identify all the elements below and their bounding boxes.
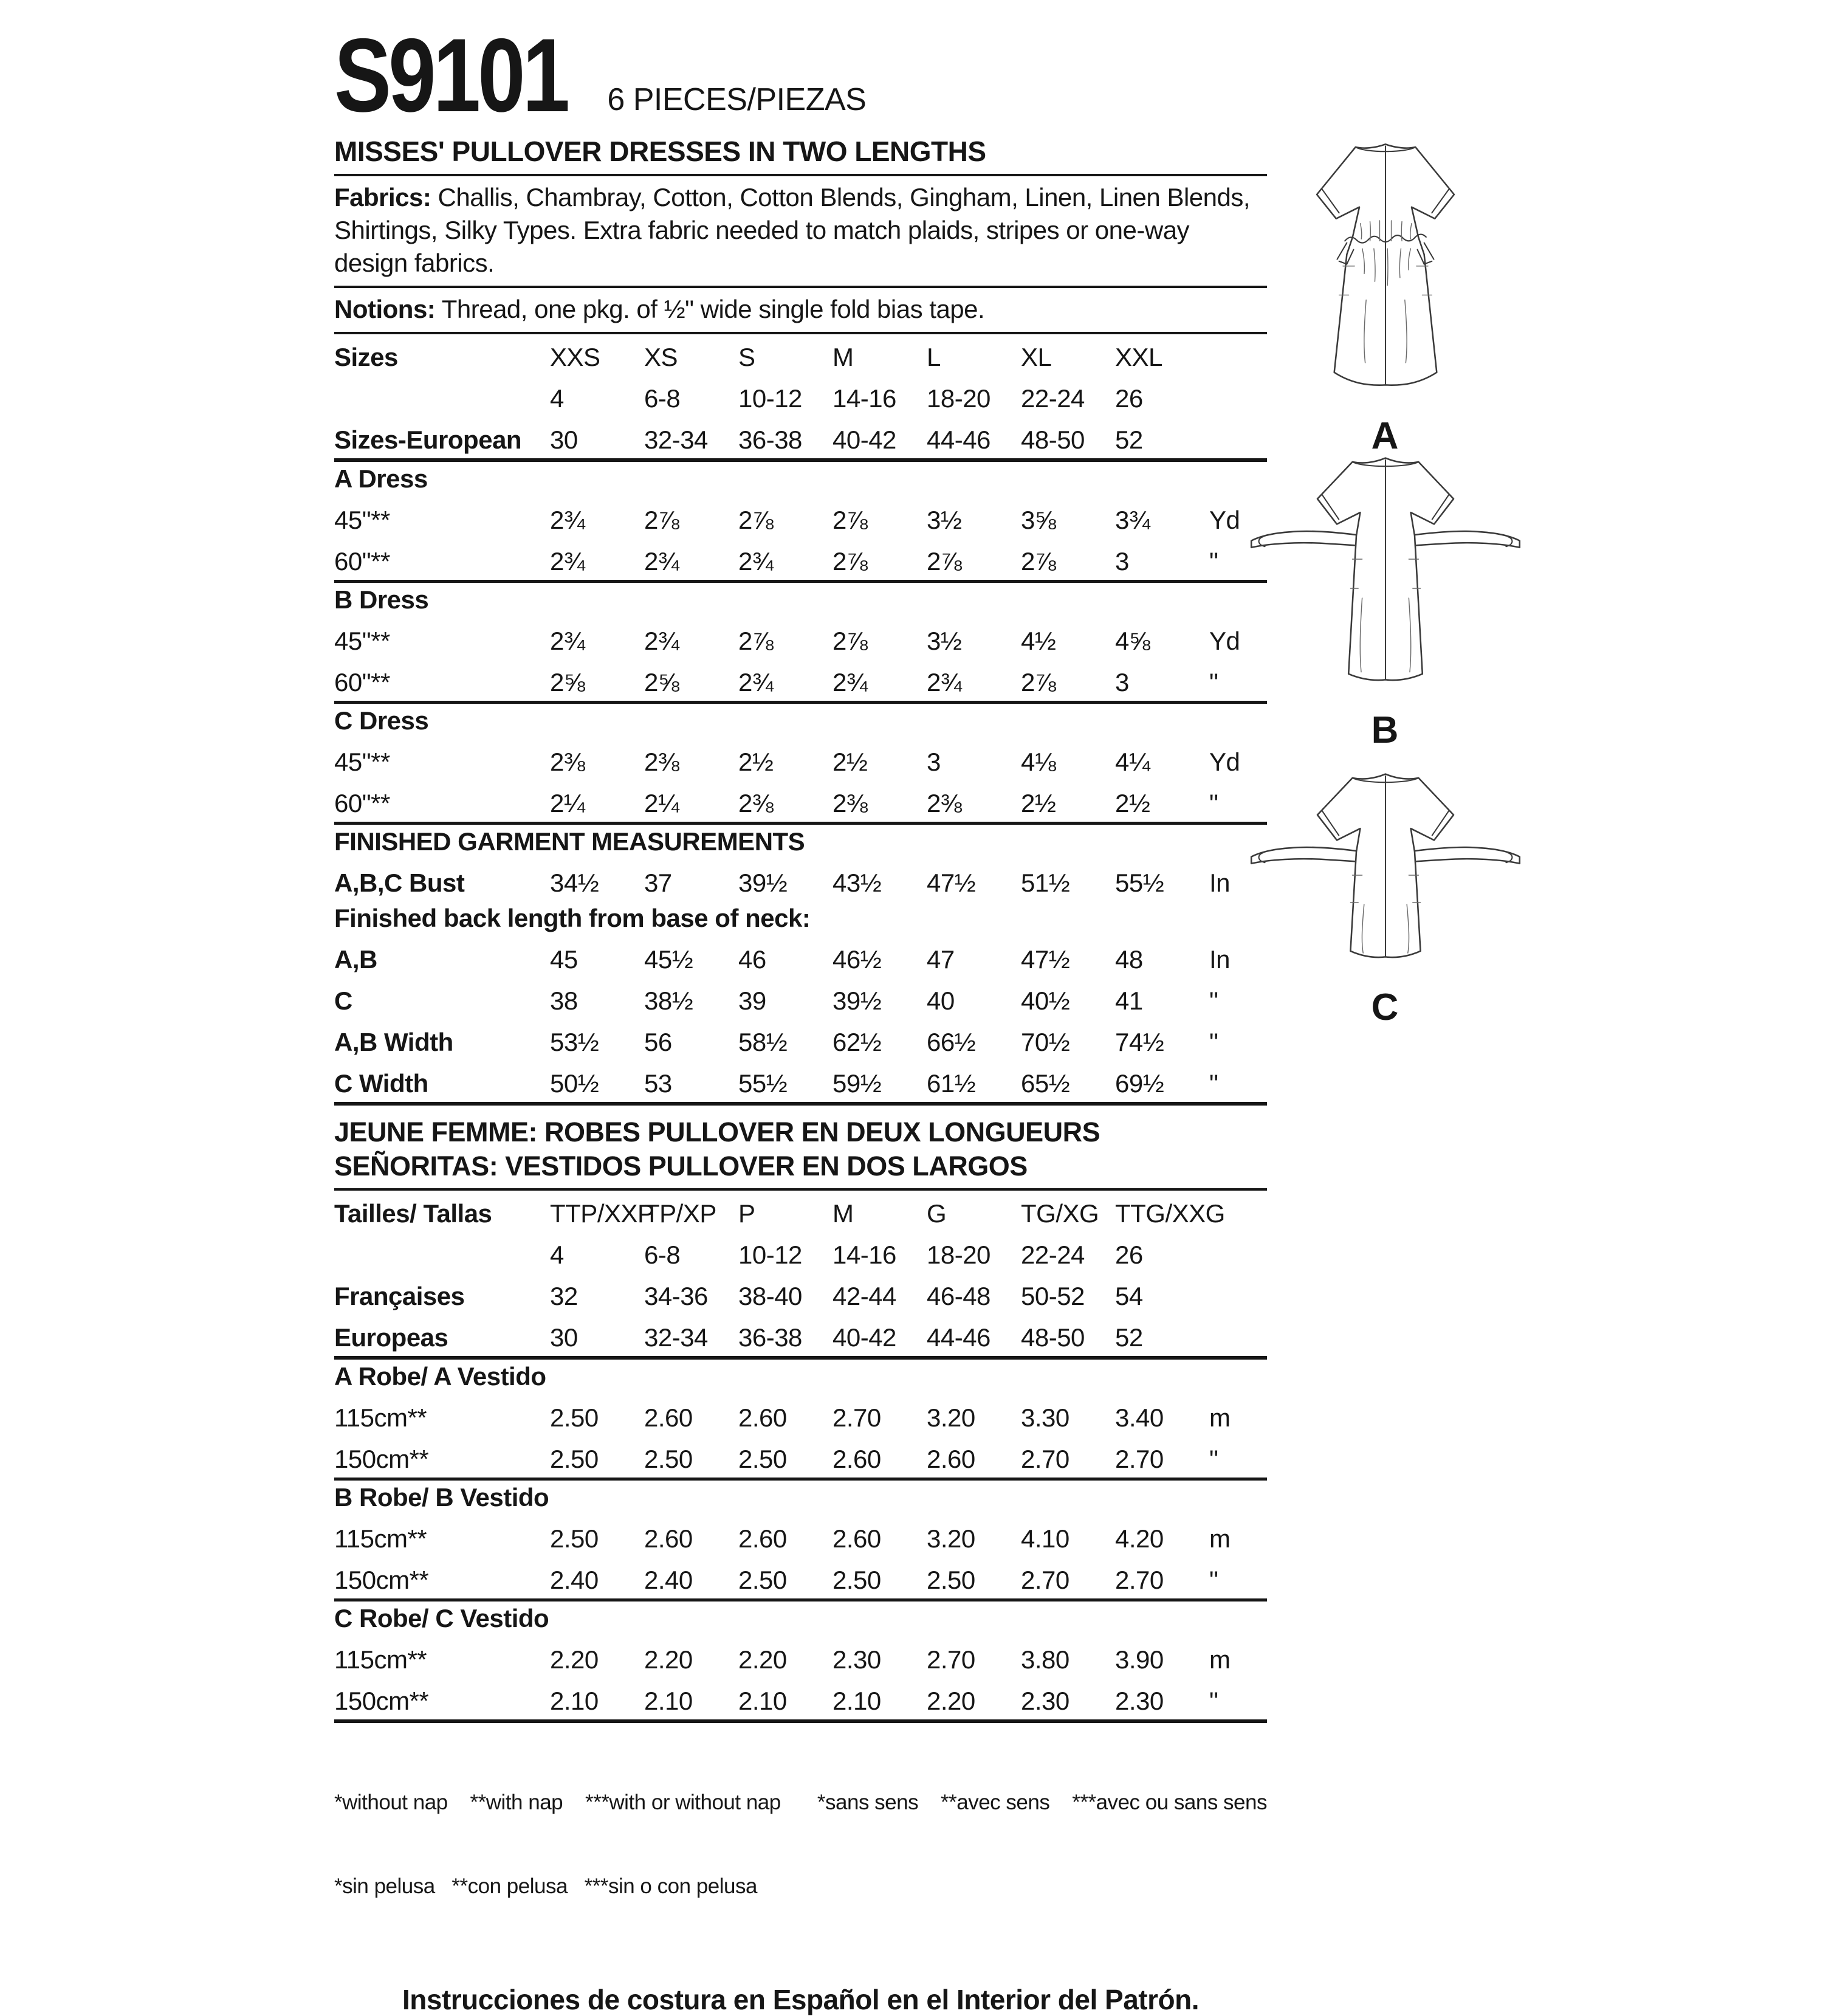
value-cell: 3½: [927, 506, 962, 534]
value-cell: 26: [1115, 1240, 1143, 1269]
unit-cell: [1209, 371, 1267, 376]
value-cell: 32-34: [644, 425, 708, 454]
value-cell: 2⅞: [927, 547, 962, 576]
value-cell: 30: [550, 425, 578, 454]
unit-cell: ": [1209, 986, 1218, 1015]
envelope-back-content: [334, 13, 1267, 2016]
row-label: B Robe/ B Vestido: [334, 1483, 549, 1512]
value-cell: 2.60: [644, 1524, 693, 1553]
unit-cell: [1209, 412, 1267, 417]
value-cell: 2.50: [927, 1566, 975, 1594]
row-label: C Dress: [334, 706, 429, 735]
value-cell: 2.30: [1021, 1687, 1069, 1715]
table-row: [334, 583, 1267, 618]
row-label: [334, 412, 550, 417]
table-row: [334, 1061, 1267, 1106]
value-cell: 2⅜: [550, 748, 585, 776]
table-row: [334, 937, 1267, 978]
value-cell: 38½: [644, 986, 693, 1015]
value-cell: 2¾: [550, 627, 585, 655]
unit-cell: [1209, 1268, 1267, 1273]
row-label: B Dress: [334, 585, 429, 614]
table-row: [334, 1557, 1267, 1601]
value-cell: 2⅜: [833, 789, 868, 817]
unit-cell: ": [1209, 1028, 1218, 1056]
value-cell: 4⅝: [1115, 627, 1150, 655]
value-cell: XXL: [1115, 343, 1162, 371]
row-label: 60"**: [334, 668, 390, 697]
row-label: Françaises: [334, 1282, 465, 1310]
value-cell: 48: [1115, 945, 1143, 974]
value-cell: 46-48: [927, 1282, 990, 1310]
value-cell: 62½: [833, 1028, 882, 1056]
row-label: 45"**: [334, 748, 390, 776]
value-cell: TTG/XXG: [1115, 1199, 1225, 1228]
value-cell: TP/XP: [644, 1199, 716, 1228]
row-label: 150cm**: [334, 1687, 429, 1715]
pieces-count: 6 PIECES/PIEZAS: [607, 82, 867, 117]
value-cell: 2½: [1115, 789, 1150, 817]
value-cell: 2⅞: [1021, 547, 1056, 576]
value-cell: 39: [738, 986, 766, 1015]
value-cell: L: [927, 343, 941, 371]
value-cell: 3.20: [927, 1524, 975, 1553]
value-cell: 44-46: [927, 425, 990, 454]
value-cell: 4⅛: [1021, 748, 1056, 776]
value-cell: 22-24: [1021, 1240, 1085, 1269]
value-cell: 40-42: [833, 1323, 896, 1352]
value-cell: 22-24: [1021, 384, 1085, 413]
value-cell: 2.10: [644, 1687, 693, 1715]
value-cell: 3: [1115, 547, 1129, 576]
value-cell: 52: [1115, 425, 1143, 454]
value-cell: XL: [1021, 343, 1052, 371]
value-cell: 2¾: [927, 668, 962, 697]
size-table-english: [334, 334, 1267, 1106]
value-cell: 2.40: [550, 1566, 599, 1594]
value-cell: 2¾: [644, 627, 679, 655]
unit-cell: ": [1209, 789, 1218, 817]
value-cell: 2½: [833, 748, 868, 776]
row-label: 45"**: [334, 627, 390, 655]
spanish-instructions-note: Instrucciones de costura en Español en el Interior del Patrón.: [402, 1984, 1199, 2015]
value-cell: 2¾: [833, 668, 868, 697]
value-cell: 51½: [1021, 869, 1070, 897]
table-row: [334, 1601, 1267, 1637]
value-cell: 2.40: [644, 1566, 693, 1594]
value-cell: 46: [738, 945, 766, 974]
view-a-figure: [1279, 131, 1492, 458]
value-cell: 39½: [833, 986, 882, 1015]
row-label: Europeas: [334, 1323, 448, 1352]
table-row: [334, 901, 1267, 937]
value-cell: 38-40: [738, 1282, 802, 1310]
row-label: C Robe/ C Vestido: [334, 1604, 549, 1632]
value-cell: 2.20: [738, 1645, 787, 1674]
value-cell: 2⅜: [738, 789, 774, 817]
value-cell: 55½: [1115, 869, 1164, 897]
value-cell: 2.10: [738, 1687, 787, 1715]
value-cell: 3.20: [927, 1403, 975, 1432]
value-cell: 2.50: [550, 1524, 599, 1553]
row-label: 150cm**: [334, 1445, 429, 1473]
footnote-spanish: *sin pelusa **con pelusa ***sin o con pelusa: [334, 1874, 757, 1898]
unit-cell: m: [1209, 1524, 1231, 1553]
value-cell: 56: [644, 1028, 672, 1056]
unit-cell: ": [1209, 1687, 1218, 1715]
unit-cell: Yd: [1209, 748, 1240, 776]
view-a-illustration: [1279, 131, 1492, 411]
value-cell: 37: [644, 869, 672, 897]
table-row: [334, 417, 1267, 462]
value-cell: 18-20: [927, 1240, 990, 1269]
table-row: [334, 1315, 1267, 1360]
row-label: 60"**: [334, 547, 390, 576]
value-cell: 2⅞: [833, 627, 868, 655]
size-table-french-spanish: [334, 1191, 1267, 1723]
unit-cell: [1209, 1351, 1267, 1356]
table-row: [334, 780, 1267, 825]
value-cell: M: [833, 1199, 854, 1228]
value-cell: 2.50: [550, 1445, 599, 1473]
value-cell: 32-34: [644, 1323, 708, 1352]
view-c-illustration: [1240, 759, 1531, 982]
value-cell: 2.70: [833, 1403, 881, 1432]
value-cell: 30: [550, 1323, 578, 1352]
value-cell: XXS: [550, 343, 600, 371]
table-row: [334, 825, 1267, 860]
value-cell: 55½: [738, 1069, 788, 1098]
value-cell: 2.20: [550, 1645, 599, 1674]
value-cell: 2½: [738, 748, 774, 776]
table-row: [334, 1481, 1267, 1516]
value-cell: 2.60: [833, 1445, 881, 1473]
value-cell: 2⅞: [833, 547, 868, 576]
unit-cell: In: [1209, 869, 1231, 897]
value-cell: 3½: [927, 627, 962, 655]
row-label: A,B,C Bust: [334, 869, 465, 897]
value-cell: 48-50: [1021, 425, 1085, 454]
unit-cell: ": [1209, 1566, 1218, 1594]
row-label: [334, 1268, 550, 1273]
value-cell: 4.20: [1115, 1524, 1164, 1553]
unit-cell: [1209, 1227, 1267, 1232]
notions-text: Thread, one pkg. of ½" wide single fold bias tape.: [435, 295, 985, 323]
value-cell: P: [738, 1199, 755, 1228]
footnote-english: *without nap **with nap ***with or without nap: [334, 1791, 781, 1814]
table-row: [334, 860, 1267, 901]
unit-cell: Yd: [1209, 627, 1240, 655]
value-cell: 2.30: [833, 1645, 881, 1674]
value-cell: 2¾: [550, 547, 585, 576]
table-row: [334, 1019, 1267, 1061]
value-cell: 70½: [1021, 1028, 1070, 1056]
value-cell: 3.40: [1115, 1403, 1164, 1432]
row-label: 115cm**: [334, 1403, 427, 1432]
value-cell: 4: [550, 1240, 564, 1269]
value-cell: 2¼: [644, 789, 679, 817]
value-cell: 10-12: [738, 384, 802, 413]
value-cell: 2.50: [550, 1403, 599, 1432]
value-cell: 10-12: [738, 1240, 802, 1269]
value-cell: 34-36: [644, 1282, 708, 1310]
unit-cell: ": [1209, 1069, 1218, 1098]
value-cell: 3.80: [1021, 1645, 1069, 1674]
footnote-french: *sans sens **avec sens ***avec ou sans sens: [817, 1791, 1267, 1814]
value-cell: 4¼: [1115, 748, 1150, 776]
value-cell: 54: [1115, 1282, 1143, 1310]
view-a-label: A: [1371, 415, 1400, 458]
row-label: Sizes-European: [334, 425, 522, 454]
row-label: A Dress: [334, 464, 428, 493]
value-cell: 42-44: [833, 1282, 896, 1310]
value-cell: 14-16: [833, 384, 896, 413]
value-cell: 4.10: [1021, 1524, 1069, 1553]
value-cell: 2¾: [738, 668, 774, 697]
value-cell: 2⅞: [644, 506, 679, 534]
value-cell: 18-20: [927, 384, 990, 413]
value-cell: 2.60: [644, 1403, 693, 1432]
row-label: 45"**: [334, 506, 390, 534]
value-cell: 44-46: [927, 1323, 990, 1352]
fabrics-label: Fabrics:: [334, 183, 431, 212]
fabrics-text: Challis, Chambray, Cotton, Cotton Blends, Gingham, Linen, Linen Blends, Shirtings, Silky Types. Extra fabric needed to match plaids, stripes or one-way design fabrics.: [334, 183, 1251, 277]
value-cell: 2⅞: [738, 506, 774, 534]
value-cell: 50½: [550, 1069, 599, 1098]
row-label: C Width: [334, 1069, 428, 1098]
row-label: 115cm**: [334, 1645, 427, 1674]
value-cell: 66½: [927, 1028, 976, 1056]
value-cell: 50-52: [1021, 1282, 1085, 1310]
value-cell: 2¾: [738, 547, 774, 576]
view-c-figure: [1240, 759, 1531, 1029]
value-cell: 2.20: [644, 1645, 693, 1674]
unit-cell: ": [1209, 547, 1218, 576]
value-cell: 2.50: [644, 1445, 693, 1473]
value-cell: 45: [550, 945, 578, 974]
value-cell: 2.70: [1115, 1566, 1164, 1594]
table-row: [334, 334, 1267, 376]
value-cell: 2.70: [927, 1645, 975, 1674]
row-label: Tailles/ Tallas: [334, 1199, 492, 1228]
value-cell: 59½: [833, 1069, 882, 1098]
view-b-label: B: [1371, 709, 1400, 751]
value-cell: 53: [644, 1069, 672, 1098]
value-cell: 36-38: [738, 1323, 802, 1352]
value-cell: 4½: [1021, 627, 1056, 655]
table-row: [334, 978, 1267, 1019]
pattern-number: S9101: [334, 16, 568, 134]
footnotes: [334, 1733, 1267, 1956]
value-cell: G: [927, 1199, 947, 1228]
row-label: 150cm**: [334, 1566, 429, 1594]
unit-cell: m: [1209, 1645, 1231, 1674]
table-row: [334, 1273, 1267, 1315]
value-cell: TTP/XXP: [550, 1199, 654, 1228]
value-cell: 36-38: [738, 425, 802, 454]
value-cell: 3: [927, 748, 941, 776]
value-cell: 65½: [1021, 1069, 1070, 1098]
view-c-label: C: [1371, 986, 1400, 1028]
unit-cell: Yd: [1209, 506, 1240, 534]
value-cell: 32: [550, 1282, 578, 1310]
value-cell: 2.70: [1115, 1445, 1164, 1473]
value-cell: 2.60: [833, 1524, 881, 1553]
value-cell: 4: [550, 384, 564, 413]
table-row: [334, 462, 1267, 497]
table-row: [334, 739, 1267, 780]
title-bar: [334, 13, 1267, 134]
table-row: [334, 538, 1267, 583]
value-cell: 3.90: [1115, 1645, 1164, 1674]
row-label: 60"**: [334, 789, 390, 817]
value-cell: 43½: [833, 869, 882, 897]
value-cell: 2.60: [738, 1403, 787, 1432]
notions-label: Notions:: [334, 295, 436, 323]
unit-cell: ": [1209, 1445, 1218, 1473]
title-spanish: SEÑORITAS: VESTIDOS PULLOVER EN DOS LARGOS: [334, 1151, 1028, 1182]
value-cell: 2⅝: [550, 668, 585, 697]
table-row: [334, 376, 1267, 417]
table-row: [334, 1191, 1267, 1232]
table-row: [334, 1678, 1267, 1723]
value-cell: 3⅝: [1021, 506, 1056, 534]
value-cell: 34½: [550, 869, 599, 897]
table-row: [334, 659, 1267, 704]
unit-cell: In: [1209, 945, 1231, 974]
value-cell: 26: [1115, 384, 1143, 413]
value-cell: 2⅞: [738, 627, 774, 655]
unit-cell: ": [1209, 668, 1218, 697]
value-cell: 45½: [644, 945, 693, 974]
value-cell: 2⅜: [644, 748, 679, 776]
value-cell: 40-42: [833, 425, 896, 454]
value-cell: 47½: [1021, 945, 1070, 974]
view-b-illustration: [1240, 442, 1531, 705]
table-row: [334, 1395, 1267, 1436]
value-cell: 2.60: [927, 1445, 975, 1473]
value-cell: 2⅜: [927, 789, 962, 817]
value-cell: 47: [927, 945, 955, 974]
table-row: [334, 618, 1267, 659]
table-row: [334, 1232, 1267, 1273]
value-cell: 3¾: [1115, 506, 1150, 534]
value-cell: 2.50: [833, 1566, 881, 1594]
value-cell: 2.50: [738, 1445, 787, 1473]
value-cell: 40½: [1021, 986, 1070, 1015]
value-cell: 2¼: [550, 789, 585, 817]
table-row: [334, 497, 1267, 538]
row-label: FINISHED GARMENT MEASUREMENTS: [334, 827, 805, 856]
value-cell: 53½: [550, 1028, 599, 1056]
value-cell: 2.50: [738, 1566, 787, 1594]
row-label: C: [334, 986, 352, 1015]
value-cell: 2.70: [1021, 1445, 1069, 1473]
row-label: 115cm**: [334, 1524, 427, 1553]
value-cell: 52: [1115, 1323, 1143, 1352]
value-cell: 2.10: [833, 1687, 881, 1715]
value-cell: 2.60: [738, 1524, 787, 1553]
value-cell: 2.30: [1115, 1687, 1164, 1715]
value-cell: 3.30: [1021, 1403, 1069, 1432]
value-cell: 6-8: [644, 1240, 681, 1269]
value-cell: TG/XG: [1021, 1199, 1099, 1228]
value-cell: 2.70: [1021, 1566, 1069, 1594]
value-cell: 2⅞: [833, 506, 868, 534]
value-cell: 2½: [1021, 789, 1056, 817]
value-cell: 2¾: [550, 506, 585, 534]
title-french: JEUNE FEMME: ROBES PULLOVER EN DEUX LONGUEURS: [334, 1116, 1100, 1147]
value-cell: 2¾: [644, 547, 679, 576]
row-label: A Robe/ A Vestido: [334, 1362, 546, 1391]
value-cell: 69½: [1115, 1069, 1164, 1098]
value-cell: 38: [550, 986, 578, 1015]
row-label: Finished back length from base of neck:: [334, 904, 811, 932]
table-row: [334, 1516, 1267, 1557]
value-cell: 6-8: [644, 384, 681, 413]
table-row: [334, 1436, 1267, 1481]
value-cell: 74½: [1115, 1028, 1164, 1056]
value-cell: 47½: [927, 869, 976, 897]
value-cell: S: [738, 343, 755, 371]
value-cell: 2⅝: [644, 668, 679, 697]
value-cell: 48-50: [1021, 1323, 1085, 1352]
value-cell: 2.20: [927, 1687, 975, 1715]
row-label: A,B Width: [334, 1028, 453, 1056]
value-cell: 46½: [833, 945, 882, 974]
notions-paragraph: [334, 288, 1267, 332]
value-cell: 2.10: [550, 1687, 599, 1715]
value-cell: 58½: [738, 1028, 788, 1056]
row-label: A,B: [334, 945, 377, 974]
view-b-figure: [1240, 442, 1531, 752]
footnote-line-1: [334, 1789, 1267, 1817]
value-cell: XS: [644, 343, 678, 371]
title-english: MISSES' PULLOVER DRESSES IN TWO LENGTHS: [334, 136, 986, 167]
value-cell: 40: [927, 986, 955, 1015]
table-row: [334, 1637, 1267, 1678]
table-row: [334, 704, 1267, 739]
value-cell: 14-16: [833, 1240, 896, 1269]
value-cell: M: [833, 343, 854, 371]
table-row: [334, 1360, 1267, 1395]
value-cell: 61½: [927, 1069, 976, 1098]
footnote-line-2: [334, 1873, 1267, 1901]
unit-cell: [1209, 1310, 1267, 1315]
fabrics-paragraph: [334, 176, 1267, 286]
value-cell: 39½: [738, 869, 788, 897]
value-cell: 3: [1115, 668, 1129, 697]
row-label: Sizes: [334, 343, 398, 371]
unit-cell: m: [1209, 1403, 1231, 1432]
value-cell: 41: [1115, 986, 1143, 1015]
value-cell: 2⅞: [1021, 668, 1056, 697]
